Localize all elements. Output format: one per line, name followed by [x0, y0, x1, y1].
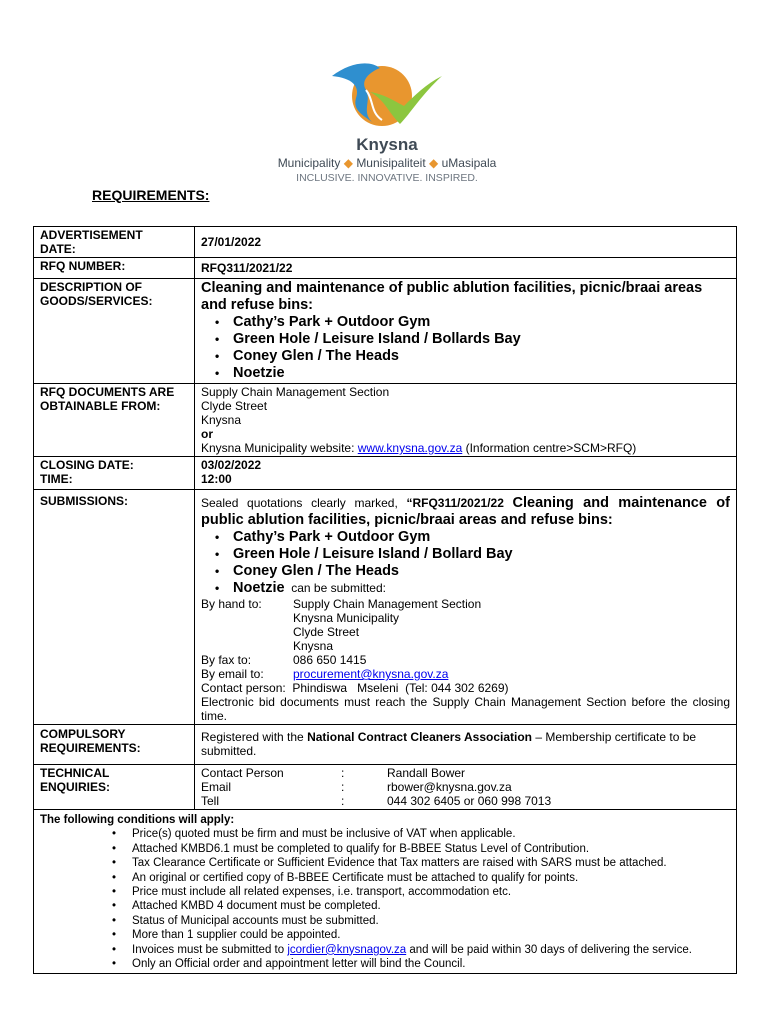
procurement-email-link[interactable]: procurement@knysna.gov.za: [293, 667, 449, 681]
tech-phone-row: Tell : 044 302 6405 or 060 998 7013: [201, 794, 552, 808]
list-item: • Invoices must be submitted to jcordier@knysnagov.za and will be paid within 30 days of delivering the service.: [112, 943, 730, 957]
documents-row: [34, 384, 737, 457]
list-item: • Attached KMBD6.1 must be completed to qualify for B-BBEE Status Level of Contribution.: [112, 842, 730, 856]
docs-website-line: Knysna Municipality website: www.knysna.gov.za (Information centre>SCM>RFQ): [201, 441, 637, 455]
list-item: • Only an Official order and appointment letter will bind the Council.: [112, 957, 730, 971]
contact-person: Contact person: Phindiswa Mseleni (Tel: 044 302 6269): [201, 681, 509, 695]
submissions-label: SUBMISSIONS:: [34, 490, 195, 725]
list-item: • Green Hole / Leisure Island / Bollard Bay: [221, 546, 730, 563]
list-item: • Cathy’s Park + Outdoor Gym: [221, 529, 730, 546]
list-item: • An original or certified copy of B-BBEE Certificate must be attached to qualify for points.: [112, 871, 730, 885]
docs-line: Knysna: [201, 413, 242, 427]
documents-label: RFQ DOCUMENTS ARE OBTAINABLE FROM:: [34, 384, 195, 457]
invoice-email-link[interactable]: jcordier@knysnagov.za: [287, 943, 407, 956]
conditions-cell: [34, 810, 737, 974]
list-item: • Cathy’s Park + Outdoor Gym: [221, 314, 730, 331]
closing-label: CLOSING DATE: TIME:: [34, 457, 195, 490]
knysna-logo: [262, 54, 512, 186]
technical-label: TECHNICAL ENQUIRIES:: [34, 765, 195, 810]
list-item: • Attached KMBD 4 document must be completed.: [112, 899, 730, 913]
description-value: [195, 279, 737, 384]
rfq-number-row: [34, 258, 737, 279]
list-item: • More than 1 supplier could be appointed.: [112, 928, 730, 942]
submissions-intro: Sealed quotations clearly marked, “RFQ311/2021/22 Cleaning and maintenance of public ablution facilities, picnic/braai areas and refuse bins:: [201, 495, 730, 528]
compulsory-value: Registered with the National Contract Cleaners Association – Membership certificate to be submitted.: [195, 725, 737, 765]
technical-value: [195, 765, 737, 810]
compulsory-row: [34, 725, 737, 765]
list-item: • Coney Glen / The Heads: [221, 348, 730, 365]
conditions-list: [40, 827, 730, 971]
list-item: • Coney Glen / The Heads: [221, 563, 730, 580]
list-item: • Noetzie can be submitted:: [221, 580, 730, 597]
list-item: • Price must include all related expenses, i.e. transport, accommodation etc.: [112, 885, 730, 899]
list-item: • Tax Clearance Certificate or Sufficient Evidence that Tax matters are raised with SARS must be attached.: [112, 856, 730, 870]
list-item: • Green Hole / Leisure Island / Bollards Bay: [221, 331, 730, 348]
requirements-heading: REQUIREMENTS:: [92, 187, 210, 203]
description-row: [34, 279, 737, 384]
submissions-list: [201, 529, 730, 597]
conditions-row: [34, 810, 737, 974]
hand-delivery: By hand to: Supply Chain Management Section Knysna Municipality Clyde Street Knysna: [201, 597, 482, 653]
logo-brand-name: Knysna: [356, 135, 418, 154]
submissions-row: [34, 490, 737, 725]
docs-or: or: [201, 427, 213, 441]
advert-date-label: ADVERTISEMENT DATE:: [34, 227, 195, 258]
list-item: • Price(s) quoted must be firm and must be inclusive of VAT when applicable.: [112, 827, 730, 841]
submissions-value: [195, 490, 737, 725]
closing-time: 12:00: [201, 472, 232, 486]
documents-value: [195, 384, 737, 457]
docs-line: Supply Chain Management Section: [201, 385, 390, 399]
list-item: • Noetzie: [221, 365, 730, 382]
knysna-emblem-icon: [330, 54, 444, 134]
docs-line: Clyde Street: [201, 399, 268, 413]
technical-row: [34, 765, 737, 810]
list-item: • Status of Municipal accounts must be submitted.: [112, 914, 730, 928]
rfq-number-value: RFQ311/2021/22: [195, 258, 737, 279]
fax-delivery: By fax to: 086 650 1415: [201, 653, 367, 667]
description-list: [201, 314, 730, 382]
description-title: Cleaning and maintenance of public ablution facilities, picnic/braai areas and refuse bins:: [201, 280, 703, 313]
closing-row: [34, 457, 737, 490]
rfq-number-label: RFQ NUMBER:: [34, 258, 195, 279]
conditions-title: The following conditions will apply:: [40, 814, 235, 826]
description-label: DESCRIPTION OF GOODS/SERVICES:: [34, 279, 195, 384]
logo-tagline: Municipality ◆ Munisipaliteit ◆ uMasipala: [277, 156, 497, 170]
tech-contact-row: Contact Person : Randall Bower: [201, 766, 466, 780]
closing-date: 03/02/2022: [201, 458, 262, 472]
compulsory-label: COMPULSORY REQUIREMENTS:: [34, 725, 195, 765]
advert-date-row: [34, 227, 737, 258]
closing-value: [195, 457, 737, 490]
requirements-table: [33, 226, 737, 974]
tech-email-row: Email : rbower@knysna.gov.za: [201, 780, 512, 794]
electronic-note: Electronic bid documents must reach the Supply Chain Management Section before the closing time.: [201, 695, 730, 723]
logo-values: INCLUSIVE. INNOVATIVE. INSPIRED.: [296, 172, 478, 184]
email-delivery: By email to: procurement@knysna.gov.za: [201, 667, 449, 681]
advert-date-value: 27/01/2022: [195, 227, 737, 258]
website-link[interactable]: www.knysna.gov.za: [357, 441, 463, 455]
